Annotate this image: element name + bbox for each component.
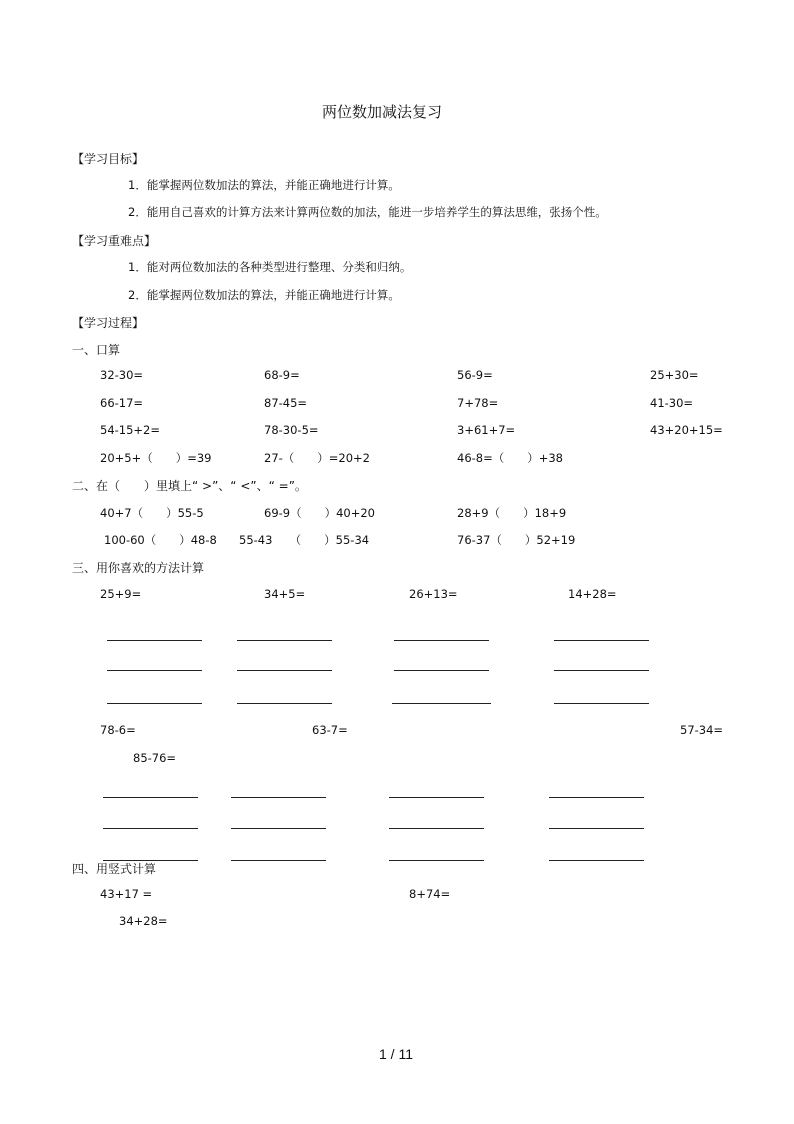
answer-line bbox=[394, 670, 489, 671]
answer-line bbox=[394, 640, 489, 641]
section3-heading: 三、用你喜欢的方法计算 bbox=[72, 561, 205, 575]
oral-calc-item: 87-45= bbox=[264, 396, 308, 410]
answer-line bbox=[554, 640, 649, 641]
calc-problem: 85-76= bbox=[133, 751, 177, 765]
compare-item: 76-37（ ）52+19 bbox=[457, 533, 576, 547]
page-title: 两位数加减法复习 bbox=[322, 103, 443, 121]
objective-item-2: 2．能用自己喜欢的计算方法来计算两位数的加法，能进一步培养学生的算法思维，张扬个性。 bbox=[128, 205, 607, 219]
calc-problem: 26+13= bbox=[409, 587, 458, 601]
vertical-calc-item: 34+28= bbox=[119, 914, 168, 928]
vertical-calc-item: 43+17 = bbox=[100, 887, 153, 901]
answer-line bbox=[103, 797, 198, 798]
process-heading: 【学习过程】 bbox=[72, 316, 145, 330]
answer-line bbox=[231, 797, 326, 798]
page-number: 1 / 11 bbox=[379, 1046, 413, 1062]
oral-calc-item: 32-30= bbox=[100, 368, 144, 382]
vertical-calc-item: 8+74= bbox=[409, 887, 451, 901]
compare-item: 69-9（ ）40+20 bbox=[264, 506, 376, 520]
compare-item: 55-43 （ ）55-34 bbox=[239, 533, 370, 547]
answer-line bbox=[554, 703, 649, 704]
calc-problem: 63-7= bbox=[312, 723, 348, 737]
section1-heading: 一、口算 bbox=[72, 343, 121, 357]
oral-calc-item: 20+5+（ ）=39 bbox=[100, 451, 212, 465]
oral-calc-item: 41-30= bbox=[650, 396, 694, 410]
compare-item: 28+9（ ）18+9 bbox=[457, 506, 567, 520]
answer-line bbox=[549, 797, 644, 798]
oral-calc-item: 66-17= bbox=[100, 396, 144, 410]
calc-problem: 34+5= bbox=[264, 587, 306, 601]
oral-calc-item: 27-（ ）=20+2 bbox=[264, 451, 371, 465]
section4-heading: 四、用竖式计算 bbox=[72, 862, 157, 876]
answer-line bbox=[107, 703, 202, 704]
compare-item: 100-60（ ）48-8 bbox=[104, 533, 217, 547]
answer-line bbox=[549, 828, 644, 829]
answer-line bbox=[237, 670, 332, 671]
answer-line bbox=[554, 670, 649, 671]
key-point-item-1: 1．能对两位数加法的各种类型进行整理、分类和归纳。 bbox=[128, 260, 412, 274]
answer-line bbox=[103, 828, 198, 829]
objectives-heading: 【学习目标】 bbox=[72, 152, 145, 166]
answer-line bbox=[389, 797, 484, 798]
oral-calc-item: 78-30-5= bbox=[264, 423, 319, 437]
key-points-heading: 【学习重难点】 bbox=[72, 234, 157, 248]
oral-calc-item: 25+30= bbox=[650, 368, 699, 382]
calc-problem: 57-34= bbox=[680, 723, 724, 737]
answer-line bbox=[237, 703, 332, 704]
answer-line bbox=[107, 640, 202, 641]
calc-problem: 14+28= bbox=[568, 587, 617, 601]
compare-item: 40+7（ ）55-5 bbox=[100, 506, 204, 520]
oral-calc-item: 54-15+2= bbox=[100, 423, 161, 437]
answer-line bbox=[231, 828, 326, 829]
calc-problem: 25+9= bbox=[100, 587, 142, 601]
answer-line bbox=[392, 703, 491, 704]
answer-line bbox=[389, 860, 484, 861]
answer-line bbox=[231, 860, 326, 861]
oral-calc-item: 3+61+7= bbox=[457, 423, 516, 437]
oral-calc-item: 68-9= bbox=[264, 368, 300, 382]
answer-line bbox=[549, 860, 644, 861]
section2-heading: 二、在（ ）里填上“ >”、“ <”、“ =”。 bbox=[72, 479, 307, 493]
key-point-item-2: 2．能掌握两位数加法的算法，并能正确地进行计算。 bbox=[128, 288, 400, 302]
answer-line bbox=[389, 828, 484, 829]
answer-line bbox=[107, 670, 202, 671]
objective-item-1: 1．能掌握两位数加法的算法，并能正确地进行计算。 bbox=[128, 178, 400, 192]
calc-problem: 78-6= bbox=[100, 723, 136, 737]
oral-calc-item: 46-8=（ ）+38 bbox=[457, 451, 564, 465]
oral-calc-item: 56-9= bbox=[457, 368, 493, 382]
oral-calc-item: 7+78= bbox=[457, 396, 499, 410]
answer-line bbox=[237, 640, 332, 641]
oral-calc-item: 43+20+15= bbox=[650, 423, 723, 437]
